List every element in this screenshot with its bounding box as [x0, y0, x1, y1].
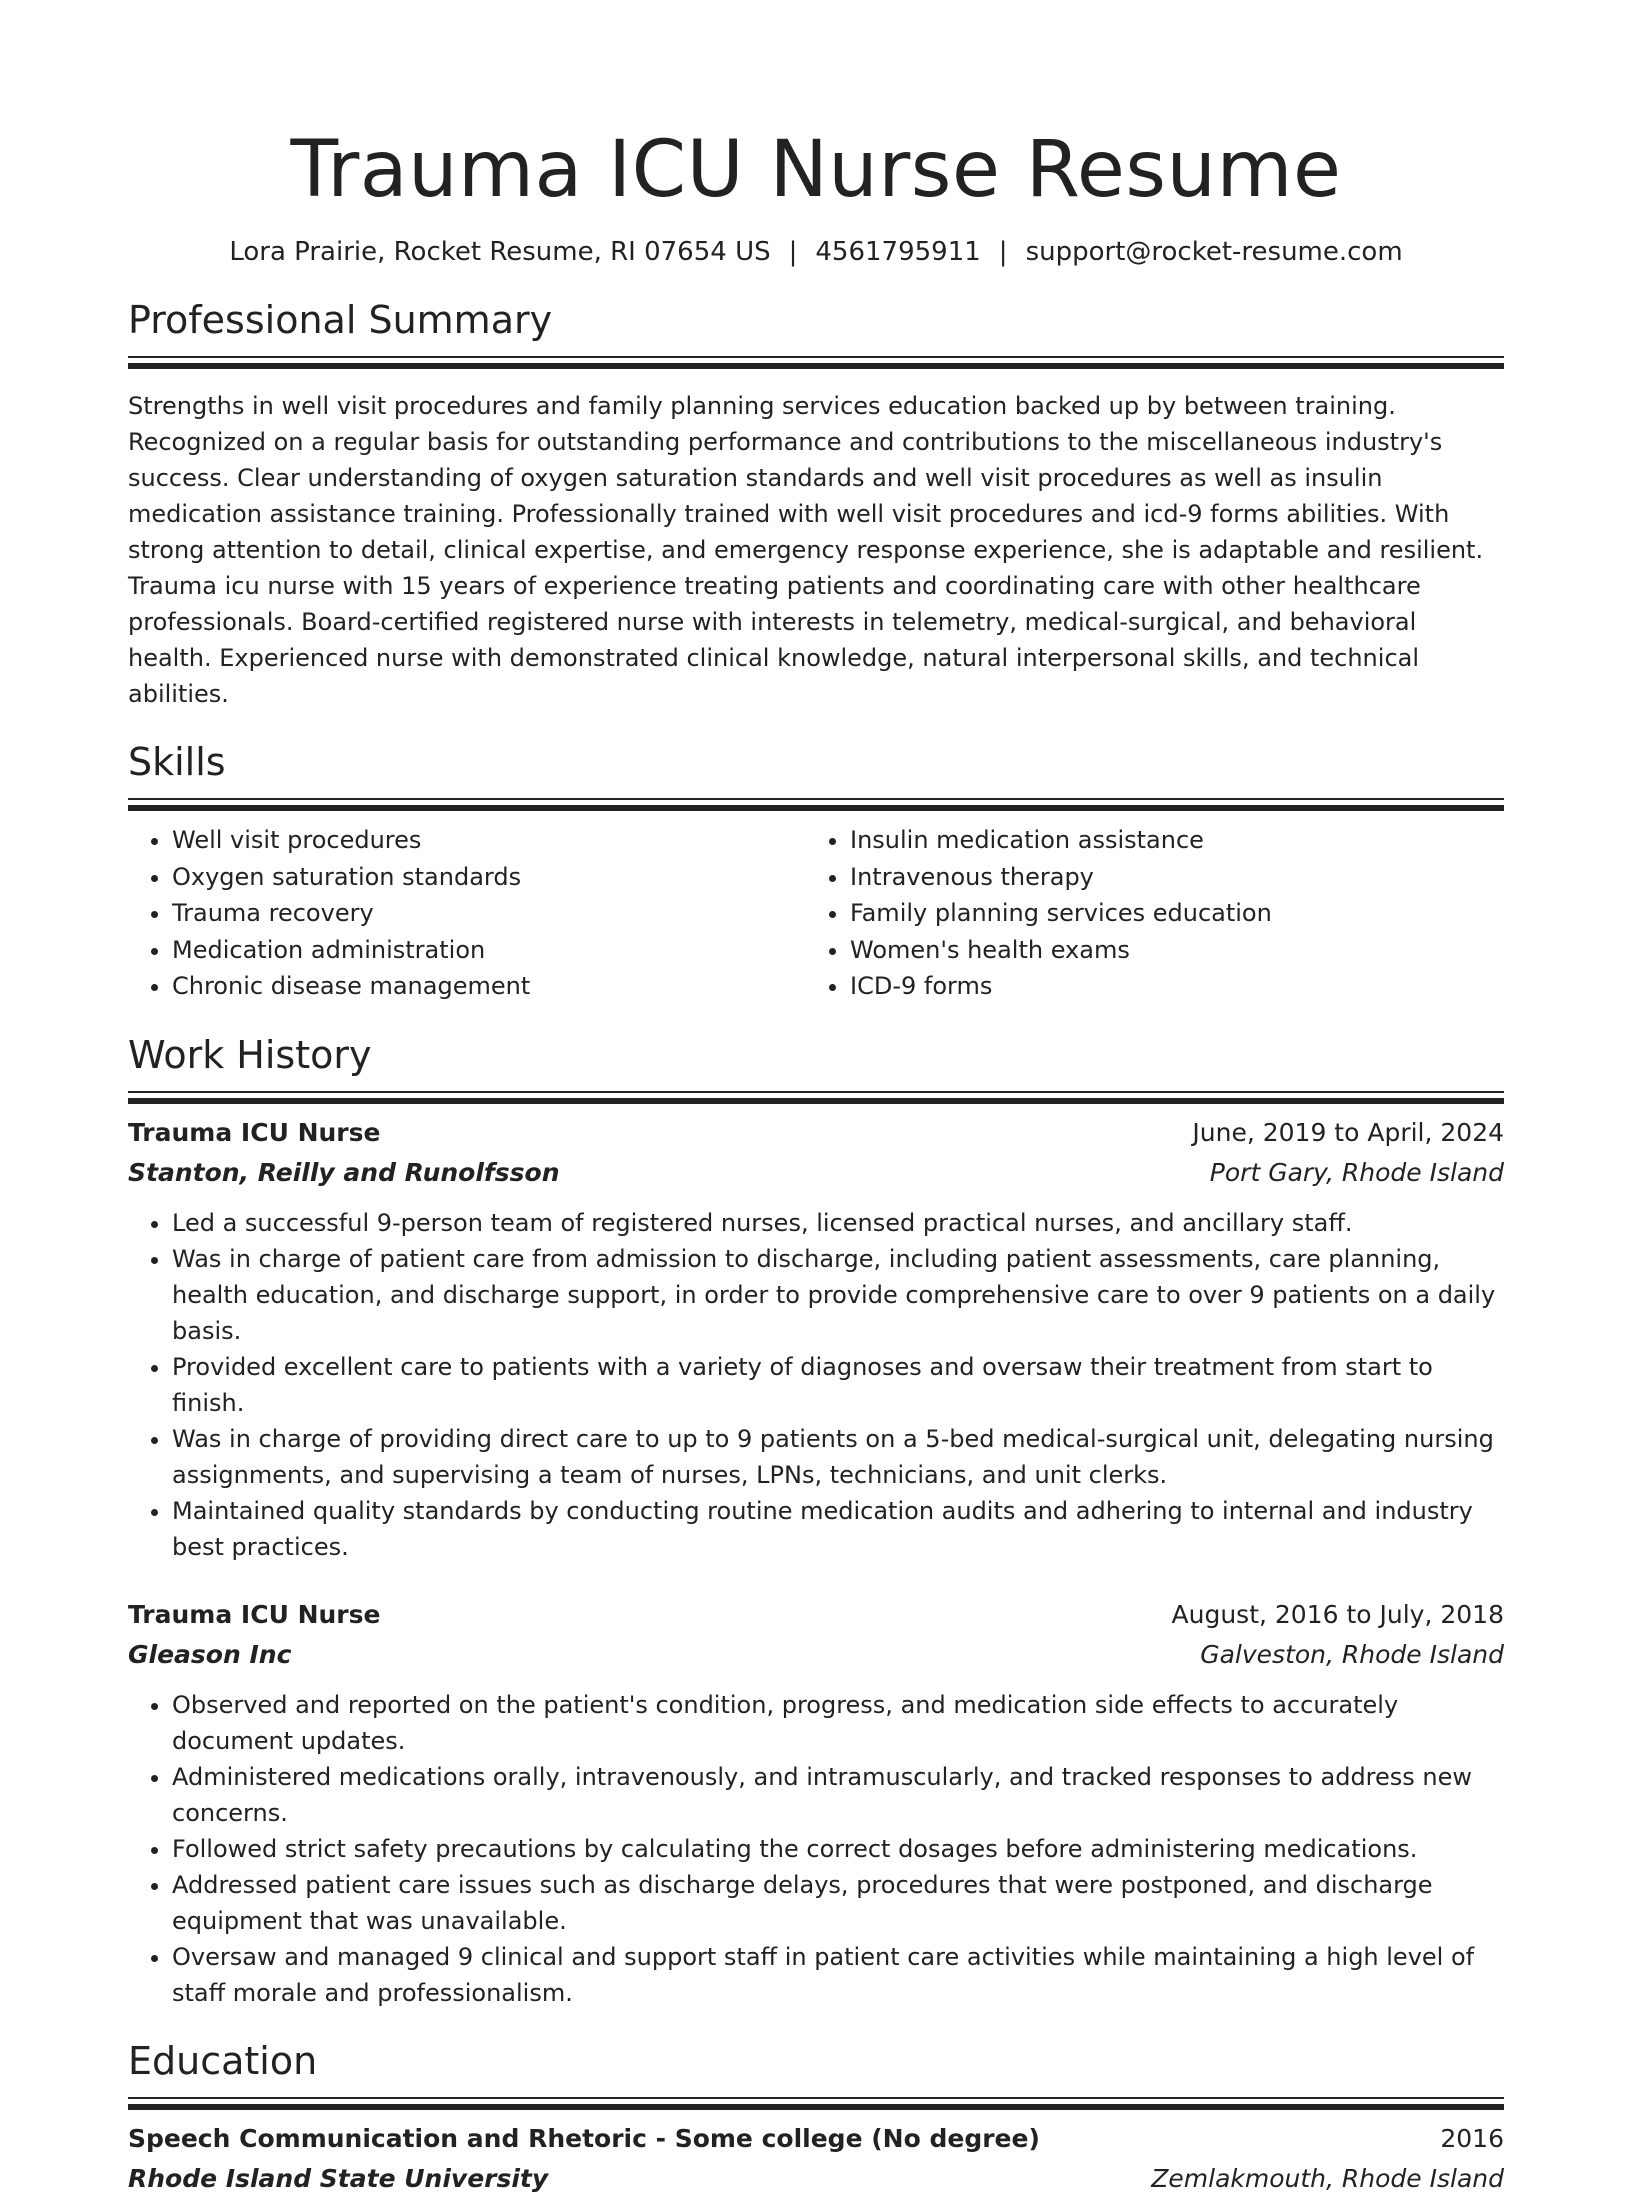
job-company: Gleason Inc	[128, 1639, 292, 1669]
job-location: Port Gary, Rhode Island	[1209, 1157, 1504, 1187]
skills-grid	[128, 822, 1504, 1005]
job-bullets	[128, 1205, 1504, 1565]
job-bullet: • Followed strict safety precautions by calculating the correct dosages before administering medications.	[172, 1831, 1504, 1867]
job-header-row	[128, 1113, 1504, 1153]
job-dates: June, 2019 to April, 2024	[1192, 1117, 1504, 1147]
job-title: Trauma ICU Nurse	[128, 1599, 381, 1629]
skill-item: • Intravenous therapy	[850, 859, 1484, 896]
contact-phone: 4561795911	[815, 237, 981, 267]
work-history-section	[128, 1031, 1504, 2011]
job-bullets	[128, 1687, 1504, 2011]
skill-item: • Medication administration	[172, 932, 806, 969]
skills-column-left	[128, 822, 806, 1005]
education-entry	[128, 2119, 1504, 2199]
job-title: Trauma ICU Nurse	[128, 1117, 381, 1147]
education-degree: Speech Communication and Rhetoric - Some college (No degree)	[128, 2123, 1040, 2153]
education-location: Zemlakmouth, Rhode Island	[1151, 2163, 1504, 2193]
contact-line	[128, 234, 1504, 270]
skill-item: • Well visit procedures	[172, 822, 806, 859]
job-bullet: • Provided excellent care to patients with a variety of diagnoses and oversaw their treatment from start to finish.	[172, 1349, 1504, 1421]
job-bullet: • Oversaw and managed 9 clinical and support staff in patient care activities while maintaining a high level of staff morale and professionalism.	[172, 1939, 1504, 2011]
summary-text: Strengths in well visit procedures and family planning services education backed up by between training. Recognized on a regular basis for outstanding performance and contributions to the miscellaneous industry's success. Clear understanding of oxygen saturation standards and well visit procedures as well as insulin medication assistance training. Professionally trained with well visit procedures and icd-9 forms abilities. With strong attention to detail, clinical expertise, and emergency response experience, she is adaptable and resilient. Trauma icu nurse with 15 years of experience treating patients and coordinating care with other healthcare professionals. Board-certified registered nurse with interests in telemetry, medical-surgical, and behavioral health. Experienced nurse with demonstrated clinical knowledge, natural interpersonal skills, and technical abilities.	[128, 392, 1484, 708]
section-heading-summary: Professional Summary	[128, 298, 553, 342]
education-school-row	[128, 2159, 1504, 2199]
skills-section	[128, 738, 1504, 1005]
section-divider	[128, 356, 1504, 358]
skill-item: • Oxygen saturation standards	[172, 859, 806, 896]
education-school: Rhode Island State University	[128, 2163, 549, 2193]
job-bullet: • Maintained quality standards by conducting routine medication audits and adhering to internal and industry best practices.	[172, 1493, 1504, 1565]
job-dates: August, 2016 to July, 2018	[1171, 1599, 1504, 1629]
section-divider	[128, 1091, 1504, 1093]
skill-item: • Chronic disease management	[172, 968, 806, 1005]
skill-item: • ICD-9 forms	[850, 968, 1484, 1005]
resume-title: Trauma ICU Nurse Resume	[290, 125, 1342, 215]
job-bullet: • Was in charge of providing direct care to up to 9 patients on a 5-bed medical-surgical unit, delegating nursing assignments, and supervising a team of nurses, LPNs, technicians, and unit clerks.	[172, 1421, 1504, 1493]
education-section	[128, 2037, 1504, 2199]
section-divider	[128, 798, 1504, 800]
education-header-row	[128, 2119, 1504, 2159]
section-heading-skills: Skills	[128, 740, 226, 784]
job-employer-row	[128, 1153, 1504, 1193]
contact-separator: |	[998, 237, 1008, 267]
section-divider	[128, 2097, 1504, 2099]
section-heading-education: Education	[128, 2038, 318, 2083]
skill-item: • Family planning services education	[850, 895, 1484, 932]
job-bullet: • Was in charge of patient care from admission to discharge, including patient assessments, care planning, health education, and discharge support, in order to provide comprehensive care to over 9 patients on a daily basis.	[172, 1241, 1504, 1349]
skill-item: • Insulin medication assistance	[850, 822, 1484, 859]
job-entry	[128, 1113, 1504, 1565]
contact-separator: |	[788, 237, 798, 267]
contact-address: Lora Prairie, Rocket Resume, RI 07654 US	[229, 237, 771, 267]
contact-email: support@rocket-resume.com	[1025, 237, 1403, 267]
job-bullet: • Administered medications orally, intravenously, and intramuscularly, and tracked responses to address new concerns.	[172, 1759, 1504, 1831]
skill-item: • Women's health exams	[850, 932, 1484, 969]
professional-summary-section	[128, 296, 1504, 712]
job-bullet: • Led a successful 9-person team of registered nurses, licensed practical nurses, and ancillary staff.	[172, 1205, 1504, 1241]
job-bullet: • Addressed patient care issues such as discharge delays, procedures that were postponed, and discharge equipment that was unavailable.	[172, 1867, 1504, 1939]
job-location: Galveston, Rhode Island	[1200, 1639, 1504, 1669]
skill-item: • Trauma recovery	[172, 895, 806, 932]
job-company: Stanton, Reilly and Runolfsson	[128, 1157, 560, 1187]
resume-page	[128, 0, 1504, 2199]
job-employer-row	[128, 1635, 1504, 1675]
job-entry	[128, 1595, 1504, 2011]
job-bullet: • Observed and reported on the patient's condition, progress, and medication side effects to accurately document updates.	[172, 1687, 1504, 1759]
section-heading-work-history: Work History	[128, 1032, 372, 1077]
job-header-row	[128, 1595, 1504, 1635]
skills-column-right	[806, 822, 1484, 1005]
education-year: 2016	[1440, 2123, 1504, 2153]
